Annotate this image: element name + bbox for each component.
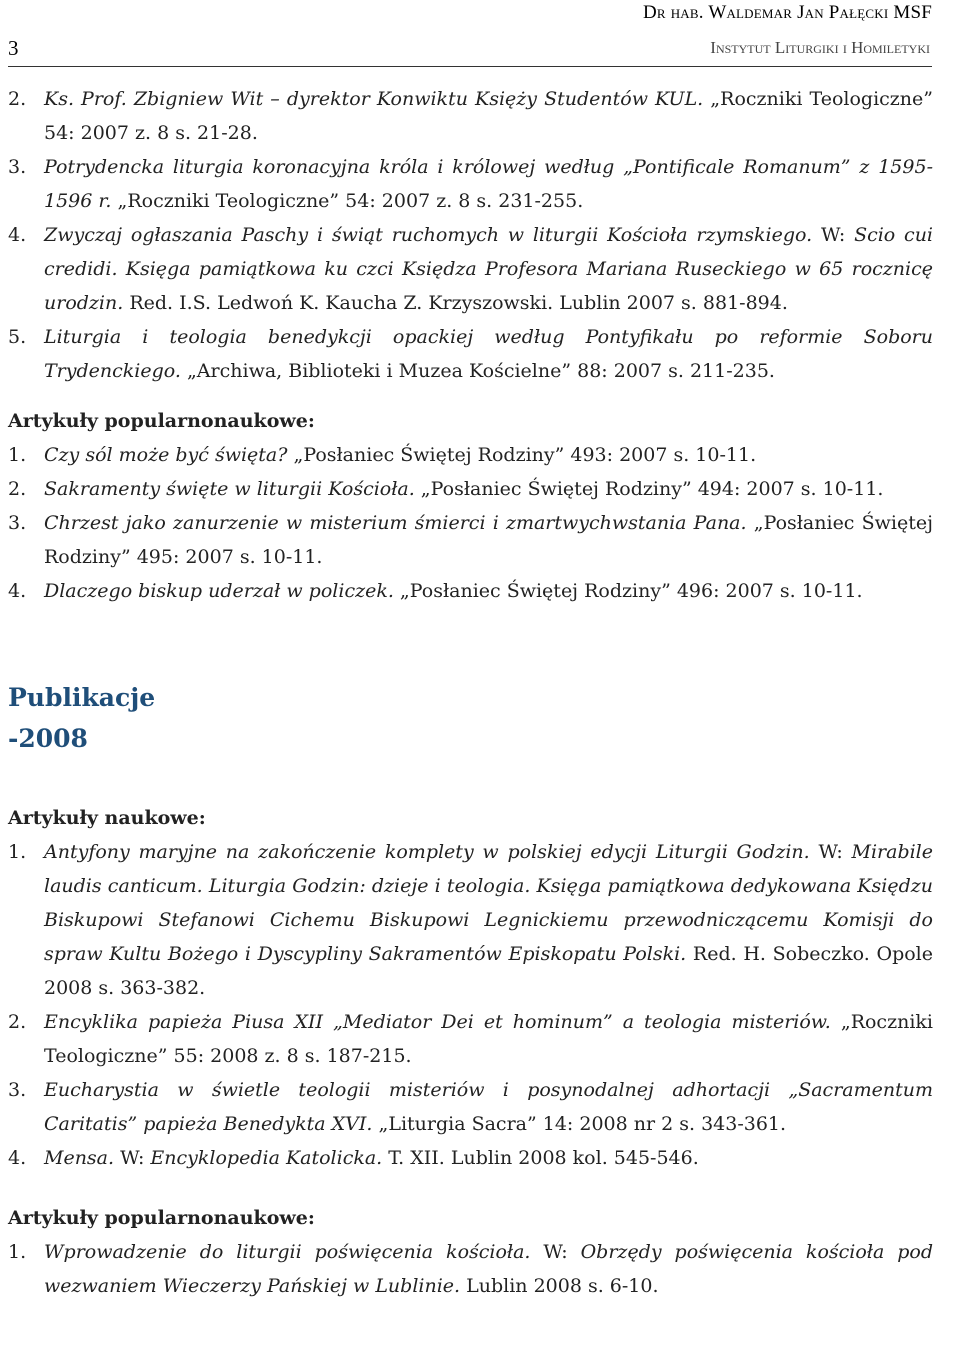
- item-book-title: Mirabile laudis canticum. Liturgia Godzin: dzieje i teologia. Księga pamiątkowa dedykowana Księdzu Biskupowi Stefanowi Cichemu Biskupowi Legnickiemu przewodniczącemu Komisji do spraw Kultu Bożego i Dyscypliny Sakramentów Episkopatu Polski.: [44, 841, 934, 965]
- list-item: [8, 218, 933, 320]
- item-number: 1.: [8, 1241, 27, 1263]
- item-title: Antyfony maryjne na zakończenie komplety w polskiej edycji Liturgii Godzin.: [44, 841, 810, 863]
- list-item: [8, 506, 933, 574]
- document-body: [8, 82, 933, 1303]
- item-title: Sakramenty święte w liturgii Kościoła.: [44, 478, 415, 500]
- item-title: Encyklika papieża Piusa XII „Mediator Dei et hominum” a teologia misteriów.: [44, 1011, 831, 1033]
- item-title: Czy sól może być święta?: [44, 444, 288, 466]
- section-heading-popular-2007: Artykuły popularnonaukowe:: [8, 410, 315, 432]
- item-source: Lublin 2008 s. 6-10.: [460, 1275, 659, 1297]
- list-item: [8, 574, 933, 608]
- item-connector: W:: [530, 1241, 581, 1263]
- list-item: [8, 1005, 933, 1073]
- item-source: „Liturgia Sacra” 14: 2008 nr 2 s. 343-361.: [372, 1113, 787, 1135]
- item-source: „Roczniki Teologiczne” 54: 2007 z. 8 s. 21-28.: [44, 88, 934, 144]
- item-source: „Posłaniec Świętej Rodziny” 494: 2007 s. 10-11.: [414, 478, 884, 500]
- section-heading-scientific-2008: Artykuły naukowe:: [8, 807, 206, 829]
- item-title: Ks. Prof. Zbigniew Wit – dyrektor Konwiktu Księży Studentów KUL.: [44, 88, 704, 110]
- item-number: 2.: [8, 478, 27, 500]
- list-item: [8, 472, 933, 506]
- item-number: 2.: [8, 88, 27, 110]
- item-title: Eucharystia w świetle teologii misteriów i posynodalnej adhortacji „Sacramentum Caritatis” papieża Benedykta XVI.: [44, 1079, 933, 1135]
- section-heading-popular-2008: Artykuły popularnonaukowe:: [8, 1207, 315, 1229]
- item-source: Red. H. Sobeczko. Opole 2008 s. 363-382.: [44, 943, 933, 999]
- year-title: -2008: [8, 724, 88, 753]
- list-item: [8, 438, 933, 472]
- list-popular-2008: [8, 1235, 933, 1303]
- item-number: 4.: [8, 580, 27, 602]
- list-item: [8, 1141, 933, 1175]
- list-item: [8, 320, 933, 388]
- item-source: „Posłaniec Świętej Rodziny” 493: 2007 s. 10-11.: [287, 444, 757, 466]
- item-number: 3.: [8, 1079, 27, 1101]
- page-number: 3: [8, 36, 19, 60]
- item-title: Liturgia i teologia benedykcji opackiej według Pontyfikału po reformie Soboru Trydenckiego.: [44, 326, 933, 382]
- item-connector: W:: [809, 841, 852, 863]
- item-source: T. XII. Lublin 2008 kol. 545-546.: [382, 1147, 699, 1169]
- item-source: „Posłaniec Świętej Rodziny” 495: 2007 s. 10-11.: [44, 512, 933, 568]
- item-number: 1.: [8, 444, 27, 466]
- item-source: „Roczniki Teologiczne” 55: 2008 z. 8 s. 187-215.: [44, 1011, 933, 1067]
- publikacje-title: Publikacje: [8, 683, 156, 712]
- item-connector: W:: [114, 1147, 151, 1169]
- header-author: Dr hab. Waldemar Jan Pałęcki MSF: [642, 2, 932, 23]
- item-book-title: Obrzędy poświęcenia kościoła pod wezwaniem Wieczerzy Pańskiej w Lublinie.: [44, 1241, 933, 1297]
- item-title: Chrzest jako zanurzenie w misterium śmierci i zmartwychwstania Pana.: [44, 512, 747, 534]
- item-number: 4.: [8, 224, 27, 246]
- item-number: 3.: [8, 512, 27, 534]
- list-popular-2007: [8, 438, 933, 608]
- item-source: Red. I.S. Ledwoń K. Kaucha Z. Krzyszowski. Lublin 2007 s. 881-894.: [123, 292, 788, 314]
- item-title: Zwyczaj ogłaszania Paschy i świąt ruchomych w liturgii Kościoła rzymskiego.: [44, 224, 813, 246]
- item-number: 4.: [8, 1147, 27, 1169]
- item-number: 2.: [8, 1011, 27, 1033]
- list-articles-2007: [8, 82, 933, 388]
- list-item: [8, 150, 933, 218]
- item-title: Potrydencka liturgia koronacyjna króla i królowej według „Pontificale Romanum” z 1595-1596 r.: [44, 156, 933, 212]
- item-title: Dlaczego biskup uderzał w policzek.: [44, 580, 394, 602]
- item-source: „Archiwa, Biblioteki i Muzea Kościelne” 88: 2007 s. 211-235.: [180, 360, 775, 382]
- item-source: „Posłaniec Świętej Rodziny” 496: 2007 s. 10-11.: [393, 580, 863, 602]
- item-book-title: Encyklopedia Katolicka.: [150, 1147, 383, 1169]
- item-number: 1.: [8, 841, 27, 863]
- item-connector: W:: [812, 224, 855, 246]
- item-book-title: Scio cui credidi. Księga pamiątkowa ku czci Księdza Profesora Mariana Ruseckiego w 65 rocznicę urodzin.: [44, 224, 934, 314]
- item-number: 3.: [8, 156, 27, 178]
- list-articles-2008: [8, 835, 933, 1175]
- list-item: [8, 1235, 933, 1303]
- item-title: Wprowadzenie do liturgii poświęcenia kościoła.: [44, 1241, 531, 1263]
- list-item: [8, 835, 933, 1005]
- item-title: Mensa.: [44, 1147, 115, 1169]
- header-divider: [8, 66, 932, 67]
- list-item: [8, 1073, 933, 1141]
- list-item: [8, 82, 933, 150]
- header-institute: Instytut Liturgiki i Homiletyki: [710, 38, 930, 57]
- item-number: 5.: [8, 326, 27, 348]
- item-source: „Roczniki Teologiczne” 54: 2007 z. 8 s. 231-255.: [111, 190, 584, 212]
